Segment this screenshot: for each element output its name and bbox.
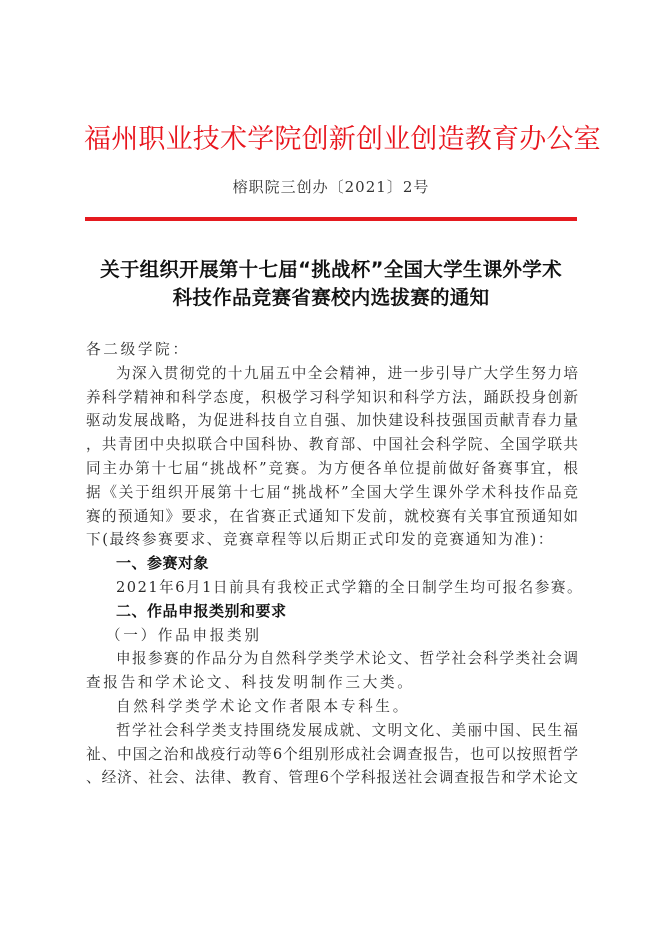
intro-line: ，共青团中央拟联合中国科协、教育部、中国社会科学院、全国学联共 [86,436,578,454]
subject-line-2: 科技作品竞赛省赛校内选拔赛的通知 [172,286,490,309]
document-number: 榕职院三创办〔2021〕2号 [232,178,430,196]
intro-line: 赛的预通知》要求，在省赛正式通知下发前，就校赛有关事宜预通知如 [86,507,578,525]
issuing-office-title: 福州职业技术学院创新创业创造教育办公室 [84,124,601,155]
intro-line: 同主办第十七届“挑战杯”竞赛。为方便各单位提前做好备赛事宜，根 [86,459,578,477]
social-science-line: 、经济、社会、法律、教育、管理6个学科报送社会调查报告和学术论文 [86,769,578,787]
social-science-line: 哲学社会科学类支持围绕发展成就、文明文化、美丽中国、民生福 [116,721,578,739]
section-heading-participants: 一、参赛对象 [116,554,210,573]
subject-line-1: 关于组织开展第十七届“挑战杯”全国大学生课外学术 [100,258,562,281]
intro-line: 驱动发展战略，为促进科技自立自强、加快建设科技强国贡献青春力量 [86,412,578,430]
salutation: 各二级学院： [86,341,190,358]
notice-subject [80,256,582,312]
categories-line: 查报告和学术论文、科技发明制作三大类。 [86,674,415,692]
categories-line: 申报参赛的作品分为自然科学类学术论文、哲学社会科学类社会调 [116,650,578,668]
social-science-line: 祉、中国之治和战疫行动等6个组别形成社会调查报告，也可以按照哲学 [86,745,578,763]
intro-line: 据《关于组织开展第十七届“挑战杯”全国大学生课外学术科技作品竞 [86,483,578,501]
intro-line: 养科学精神和科学态度，积极学习科学知识和科学方法，踊跃投身创新 [86,388,578,406]
section-heading-categories: 二、作品申报类别和要求 [116,601,287,620]
natural-science-note: 自然科学类学术论文作者限本专科生。 [116,697,410,715]
notice-body [86,338,584,790]
red-divider-line [85,217,577,221]
participants-text: 2021年6月1日前具有我校正式学籍的全日制学生均可报名参赛。 [116,578,584,596]
subsection-heading-categories: （一）作品申报类别 [106,626,262,644]
intro-line: 下(最终参赛要求、竞赛章程等以后期正式印发的竞赛通知为准)： [86,531,555,549]
intro-line: 为深入贯彻党的十九届五中全会精神，进一步引导广大学生努力培 [116,364,578,382]
